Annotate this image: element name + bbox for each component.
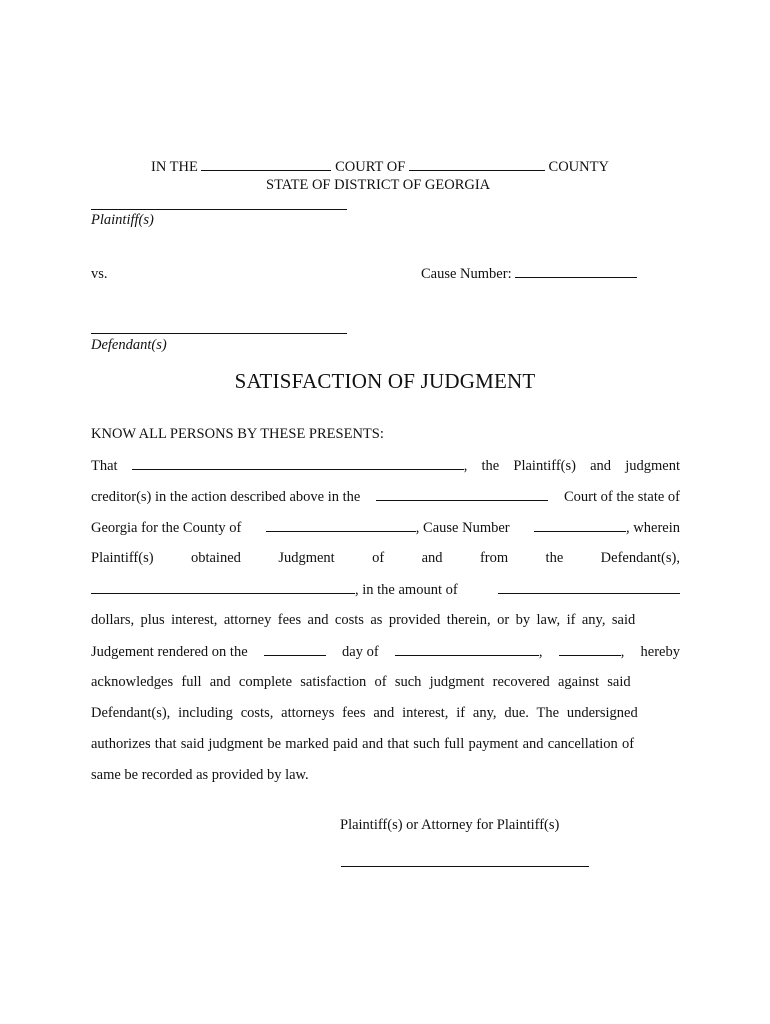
l5-group bbox=[91, 581, 458, 599]
l2-text-a: creditor(s) in the action described above in the bbox=[91, 489, 361, 505]
vs-label: vs. bbox=[91, 266, 108, 282]
county-blank[interactable] bbox=[266, 519, 416, 532]
caption-in-the: IN THE bbox=[151, 159, 198, 175]
caption-state: STATE OF DISTRICT OF GEORGIA bbox=[266, 177, 491, 193]
body-line-9 bbox=[91, 705, 680, 722]
court-caption-line bbox=[151, 158, 609, 176]
l3-text-b: , Cause Number bbox=[415, 520, 510, 536]
judgment-year-blank[interactable] bbox=[559, 643, 621, 656]
cause-number-label: Cause Number: bbox=[421, 266, 512, 282]
l4-word: Defendant(s), bbox=[600, 550, 680, 566]
cause-number-blank[interactable] bbox=[515, 265, 637, 278]
l4-word: of bbox=[372, 550, 385, 566]
judgment-month-blank[interactable] bbox=[395, 643, 539, 656]
defendant-label: Defendant(s) bbox=[91, 337, 167, 353]
l4-word: from bbox=[479, 550, 509, 566]
l4-word: Plaintiff(s) bbox=[91, 550, 154, 566]
signature-line[interactable] bbox=[341, 866, 589, 867]
l2-text-b: Court of the state of bbox=[564, 489, 680, 505]
body-line-2 bbox=[91, 488, 680, 506]
l4-word: Judgment bbox=[278, 550, 335, 566]
body-line-4 bbox=[91, 550, 680, 567]
l3-text-a: Georgia for the County of bbox=[91, 520, 242, 536]
l6-text: dollars, plus interest, attorney fees and costs as provided therein, or by law, if any, said bbox=[91, 612, 636, 628]
defendant-name-line[interactable] bbox=[91, 333, 347, 334]
body-cause-number-blank[interactable] bbox=[534, 519, 626, 532]
body-line-1 bbox=[91, 457, 680, 475]
court-county-blank[interactable] bbox=[409, 158, 545, 171]
intro-text: KNOW ALL PERSONS BY THESE PRESENTS: bbox=[91, 426, 384, 442]
action-court-blank[interactable] bbox=[376, 488, 548, 501]
l4-word: the bbox=[545, 550, 564, 566]
document-title: SATISFACTION OF JUDGMENT bbox=[234, 369, 536, 393]
body-line-8 bbox=[91, 674, 680, 691]
l1-blank-group bbox=[132, 457, 468, 475]
court-name-blank[interactable] bbox=[201, 158, 331, 171]
l8-text: acknowledges full and complete satisfaction of such judgment recovered against said bbox=[91, 674, 631, 690]
l7-text-b: day of bbox=[342, 644, 379, 660]
l7-text-c: , bbox=[538, 644, 543, 660]
body-line-3 bbox=[91, 519, 680, 537]
l9-text: Defendant(s), including costs, attorneys fees and interest, if any, due. The undersigned bbox=[91, 705, 638, 721]
l4-word: and bbox=[421, 550, 443, 566]
l1-word: Plaintiff(s) bbox=[513, 458, 576, 474]
l10-text: authorizes that said judgment be marked paid and that such full payment and cancellation of bbox=[91, 736, 635, 752]
l1-that: That bbox=[91, 458, 118, 474]
caption-county: COUNTY bbox=[548, 159, 609, 175]
signature-label: Plaintiff(s) or Attorney for Plaintiff(s) bbox=[340, 817, 560, 833]
l1-comma: , bbox=[463, 458, 468, 474]
cause-number-line bbox=[421, 265, 637, 283]
defendant-name-blank[interactable] bbox=[91, 581, 355, 594]
amount-blank[interactable] bbox=[498, 581, 680, 594]
l1-word: judgment bbox=[625, 458, 680, 474]
l1-word: and bbox=[590, 458, 612, 474]
body-line-11: same be recorded as provided by law. bbox=[91, 767, 309, 783]
body-line-10 bbox=[91, 736, 680, 753]
l7-text-a: Judgement rendered on the bbox=[91, 644, 248, 660]
l4-word: obtained bbox=[190, 550, 241, 566]
l3-group-c bbox=[534, 519, 680, 537]
l1-word: the bbox=[481, 458, 500, 474]
plaintiff-label: Plaintiff(s) bbox=[91, 212, 154, 228]
l7-text-e: hereby bbox=[640, 644, 680, 660]
judgment-day-blank[interactable] bbox=[264, 643, 326, 656]
plaintiff-name-line[interactable] bbox=[91, 209, 347, 210]
l7-group-d bbox=[559, 643, 625, 661]
l7-group-c bbox=[395, 643, 543, 661]
l7-text-d: , bbox=[620, 644, 625, 660]
body-line-6 bbox=[91, 612, 680, 629]
l3-group-b bbox=[266, 519, 510, 537]
l5-text-a: , in the amount of bbox=[355, 582, 458, 598]
body-line-7 bbox=[91, 643, 680, 661]
caption-court-of: COURT OF bbox=[335, 159, 406, 175]
body-line-5 bbox=[91, 581, 680, 599]
creditor-name-blank[interactable] bbox=[132, 457, 464, 470]
l3-text-c: , wherein bbox=[626, 520, 680, 536]
